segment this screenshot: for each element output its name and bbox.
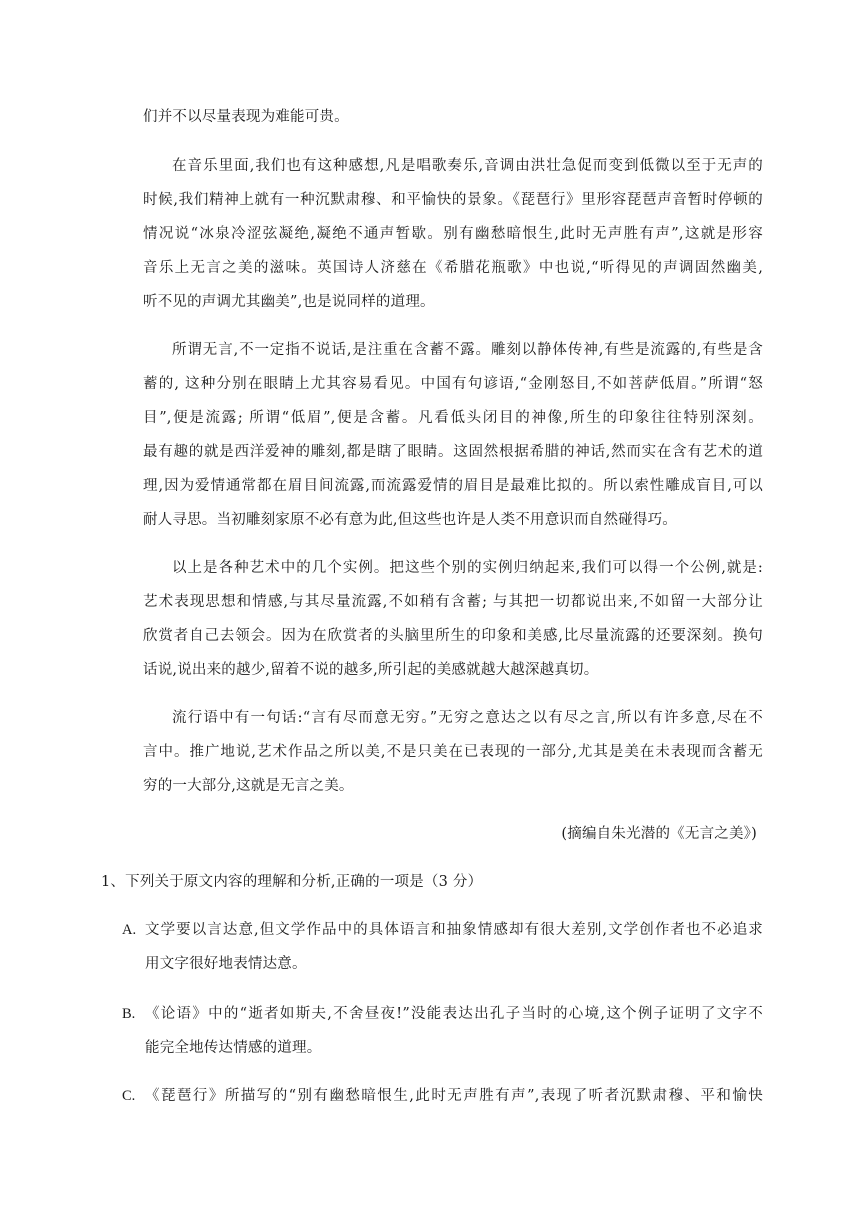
paragraph-line: 听不见的声调尤其幽美”,也是说同样的道理。: [143, 294, 435, 310]
option-a-text: 文学要以言达意,但文学作品中的具体语言和抽象情感却有很大差别,文学创作者也不必追求: [145, 922, 763, 938]
option-b-text: 《论语》中的“逝者如斯夫,不舍昼夜!”没能表达出孔子当时的心境,这个例子证明了文字不: [145, 1006, 763, 1022]
source-citation: (摘编自朱光潜的《无言之美》): [561, 826, 757, 842]
paragraph-line: 耐人寻思。当初雕刻家原不必有意为此,但这些也许是人类不用意识而自然碰得巧。: [143, 512, 678, 528]
option-b-label: B.: [122, 1006, 136, 1022]
paragraph-line: 所谓无言,不一定指不说话,是注重在含蓄不露。雕刻以静体传神,有些是流露的,有些是含: [172, 342, 763, 358]
paragraph-line: 音乐上无言之美的滋味。英国诗人济慈在《希腊花瓶歌》中也说,“听得见的声调固然幽美,: [143, 260, 763, 276]
paragraph-line: 们并不以尽量表现为难能可贵。: [143, 109, 349, 125]
option-c-text: 《琵琶行》所描写的“别有幽愁暗恨生,此时无声胜有声”,表现了听者沉默肃穆、平和愉快: [145, 1088, 763, 1104]
paragraph-line: 欣赏者自己去领会。因为在欣赏者的头脑里所生的印象和美感,比尽量流露的还要深刻。换句: [143, 628, 763, 644]
option-c-label: C.: [122, 1088, 136, 1104]
paragraph-line: 艺术表现思想和情感,与其尽量流露,不如稍有含蓄; 与其把一切都说出来,不如留一大部分让: [143, 594, 763, 610]
option-a-label: A.: [122, 922, 137, 938]
paragraph-line: 穷的一大部分,这就是无言之美。: [143, 778, 354, 794]
paragraph-line: 理,因为爱情通常都在眉目间流露,而流露爱情的眉目是最难比拟的。所以索性雕成盲目,可以: [143, 478, 763, 494]
paragraph-line: 以上是各种艺术中的几个实例。把这些个别的实例归纳起来,我们可以得一个公例,就是:: [172, 560, 763, 576]
paragraph-line: 时候,我们精神上就有一种沉默肃穆、和平愉快的景象。《琵琶行》里形容琵琶声音暂时停顿的: [143, 192, 763, 208]
option-a-text: 用文字很好地表情达意。: [145, 956, 307, 972]
question-stem: 1、下列关于原文内容的理解和分析,正确的一项是（3 分）: [101, 874, 483, 890]
option-b-text: 能完全地传达情感的道理。: [145, 1040, 322, 1056]
paragraph-line: 流行语中有一句话:“言有尽而意无穷。”无穷之意达之以有尽之言,所以有许多意,尽在不: [172, 710, 763, 726]
paragraph-line: 蓄的, 这种分别在眼睛上尤其容易看见。中国有句谚语,“金刚怒目,不如菩萨低眉。”所谓“怒: [143, 376, 763, 392]
paragraph-line: 言中。推广地说,艺术作品之所以美,不是只美在已表现的一部分,尤其是美在未表现而含蓄无: [143, 744, 763, 760]
paragraph-line: 目”,便是流露; 所谓“低眉”,便是含蓄。凡看低头闭目的神像,所生的印象往往特别深刻。: [143, 410, 763, 426]
paragraph-line: 话说,说出来的越少,留着不说的越多,所引起的美感就越大越深越真切。: [143, 662, 599, 678]
paragraph-line: 情况说“冰泉冷涩弦凝绝,凝绝不通声暂歇。别有幽愁暗恨生,此时无声胜有声”,这就是形容: [143, 226, 763, 242]
paragraph-line: 最有趣的就是西洋爱神的雕刻,都是瞎了眼睛。这固然根据希腊的神话,然而实在含有艺术的道: [143, 444, 763, 460]
paragraph-line: 在音乐里面,我们也有这种感想,凡是唱歌奏乐,音调由洪壮急促而变到低微以至于无声的: [172, 158, 763, 174]
